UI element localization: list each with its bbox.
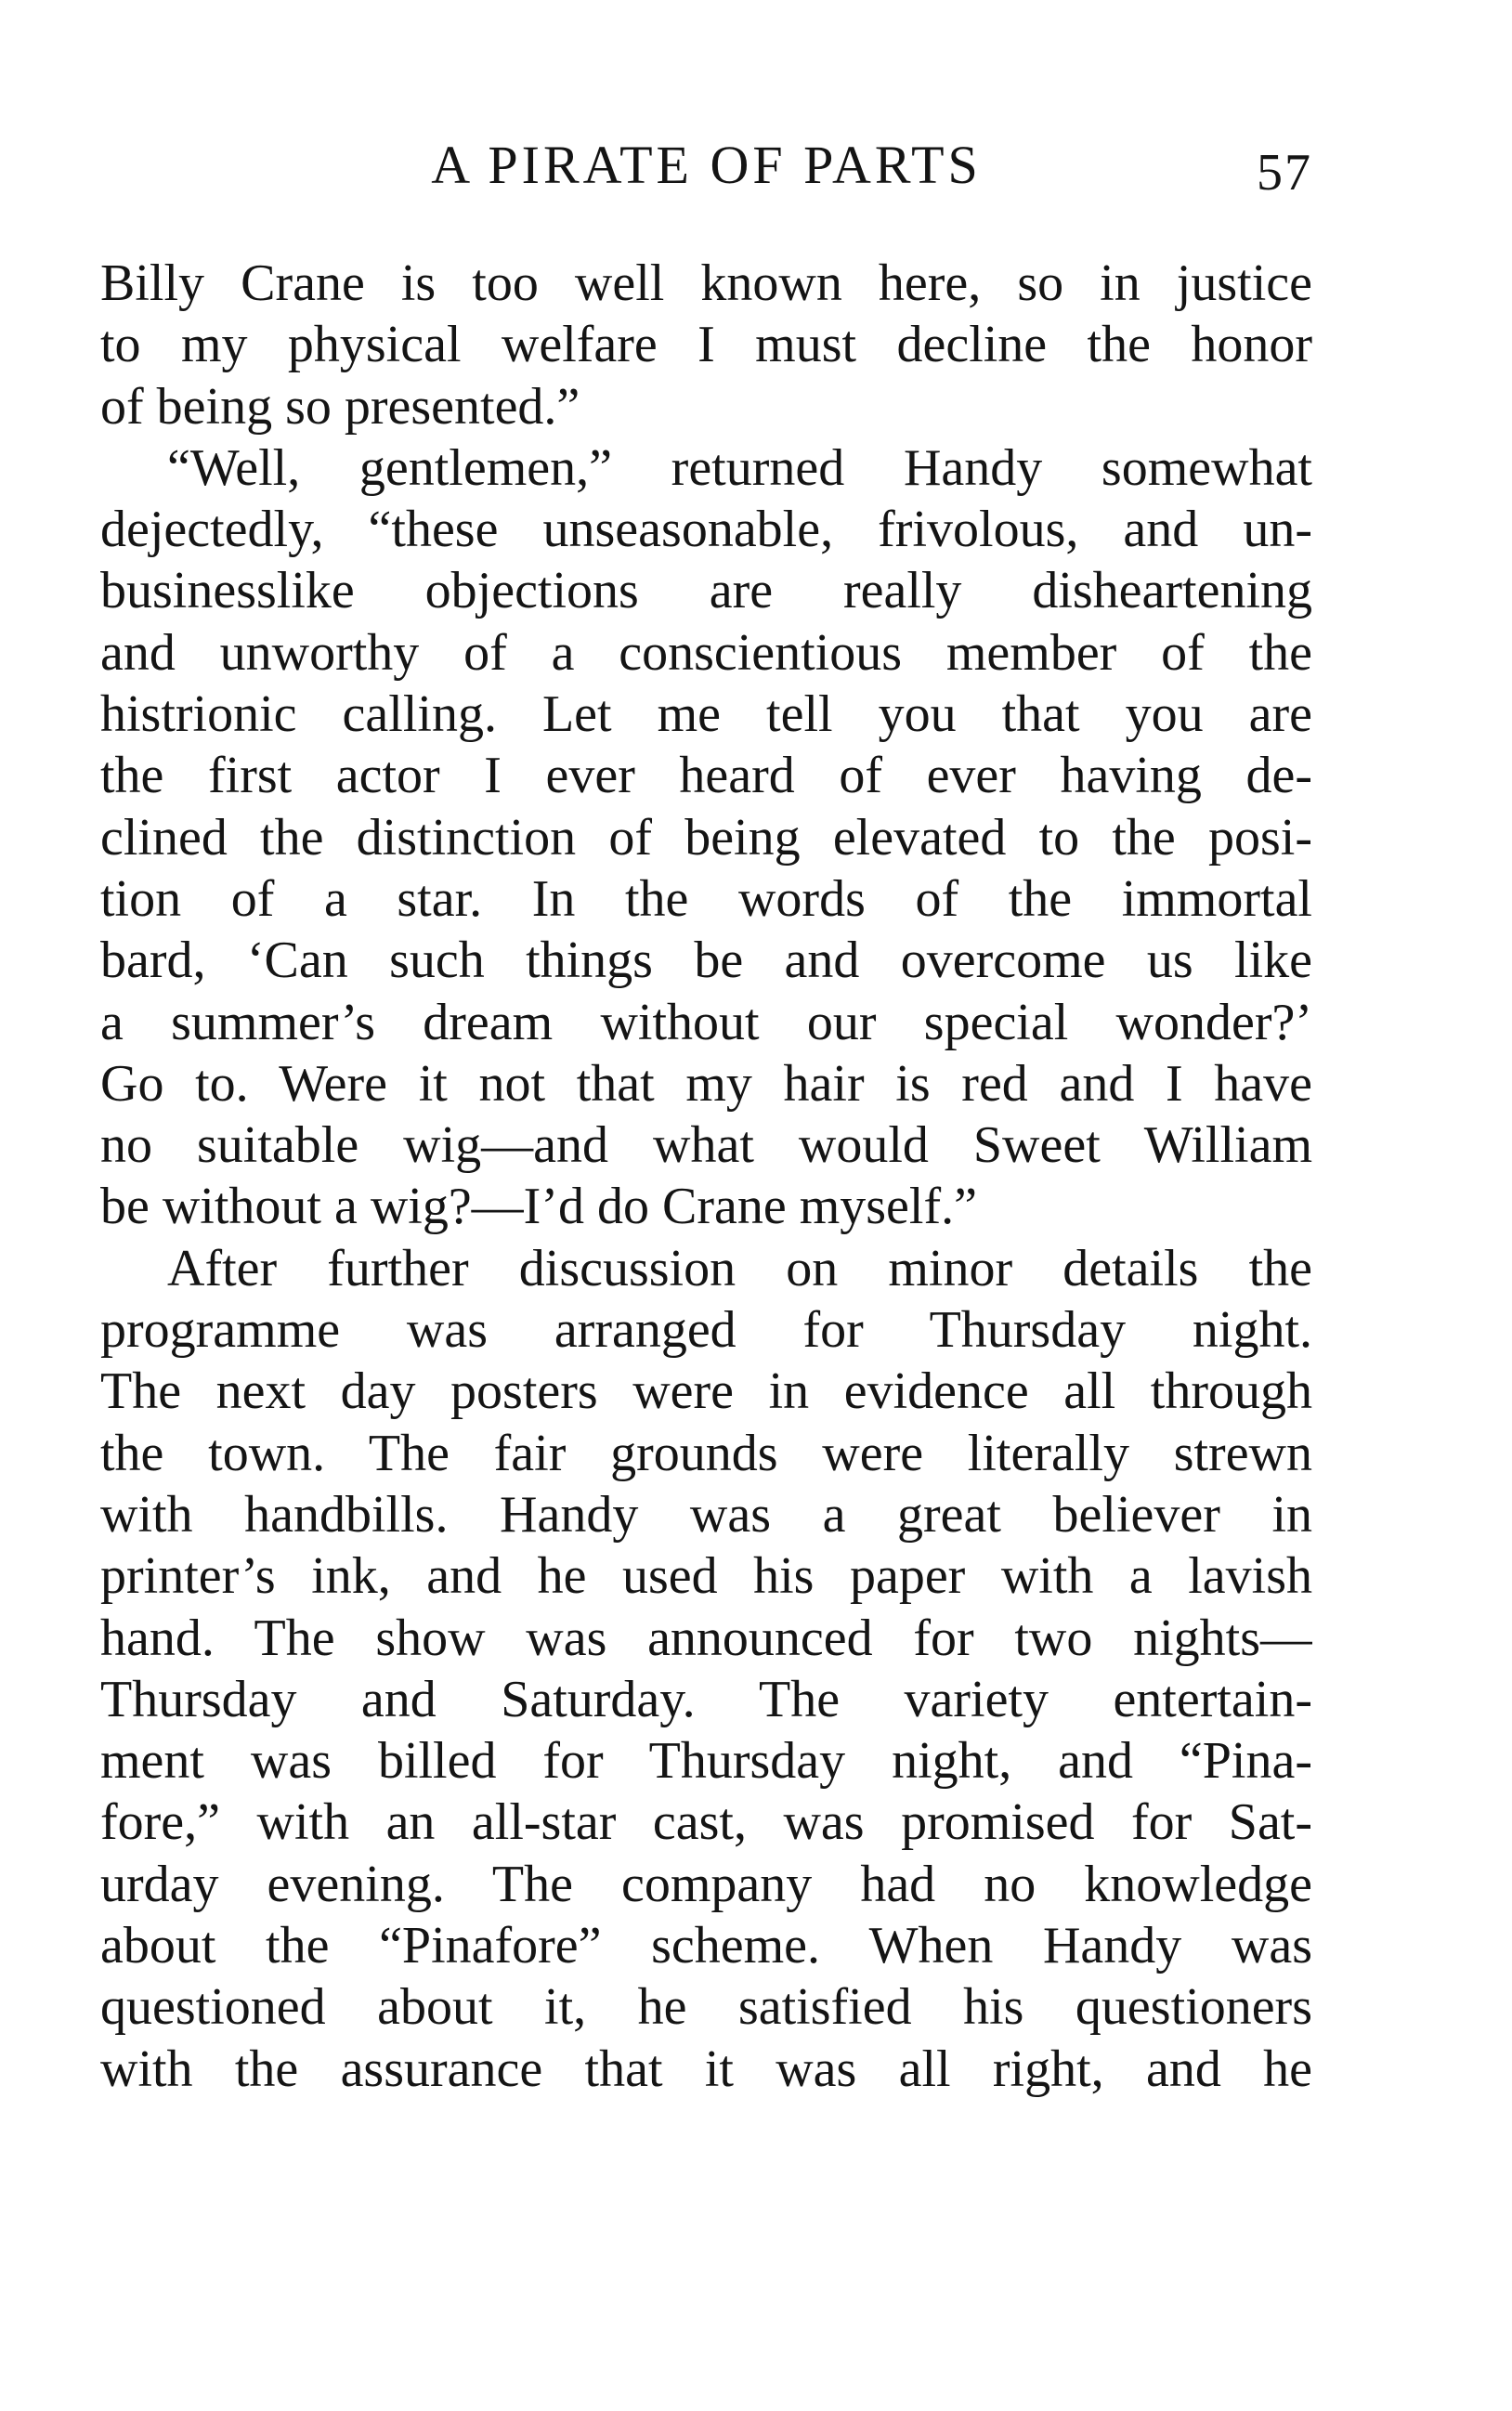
text-line: “Well, gentlemen,” returned Handy somewhat xyxy=(167,438,1312,497)
text-line: dejectedly, “these unseasonable, frivolous, and un- xyxy=(100,501,1312,559)
text-line: a summer’s dream without our special wonder?’ xyxy=(100,993,1312,1051)
text-line: clined the distinction of being elevated to the posi- xyxy=(100,808,1312,867)
text-line: with the assurance that it was all right, and he xyxy=(100,2040,1312,2098)
text-line: bard, ‘Can such things be and overcome us like xyxy=(100,932,1312,990)
text-line: be without a wig?—I’d do Crane myself.” xyxy=(100,1178,977,1236)
text-line: urday evening. The company had no knowledge xyxy=(100,1855,1312,1913)
text-line: After further discussion on minor details the xyxy=(167,1239,1312,1297)
body-text xyxy=(100,253,1312,2100)
text-line: of being so presented.” xyxy=(100,377,580,436)
text-line: businesslike objections are really disheartening xyxy=(100,562,1312,620)
text-line: Thursday and Saturday. The variety entertain- xyxy=(100,1670,1312,1728)
running-head xyxy=(100,128,1312,202)
text-line: ment was billed for Thursday night, and “Pina- xyxy=(100,1732,1312,1791)
text-line: to my physical welfare I must decline the honor xyxy=(100,316,1312,374)
text-line: Go to. Were it not that my hair is red and I have xyxy=(100,1054,1312,1113)
text-line: the town. The fair grounds were literally strewn xyxy=(100,1424,1312,1482)
text-line: questioned about it, he satisfied his questioners xyxy=(100,1978,1312,2037)
text-line: and unworthy of a conscientious member of the xyxy=(100,623,1312,682)
text-line: about the “Pinafore” scheme. When Handy was xyxy=(100,1917,1312,1975)
text-line: the first actor I ever heard of ever having de- xyxy=(100,747,1312,805)
running-title: A PIRATE OF PARTS xyxy=(431,135,982,195)
text-line: hand. The show was announced for two nights— xyxy=(100,1609,1312,1667)
page-number: 57 xyxy=(1257,144,1312,202)
text-line: Billy Crane is too well known here, so in justice xyxy=(100,254,1312,312)
text-line: histrionic calling. Let me tell you that you are xyxy=(100,685,1312,744)
text-line: The next day posters were in evidence all through xyxy=(100,1362,1312,1421)
text-line: tion of a star. In the words of the immortal xyxy=(100,869,1312,928)
text-line: programme was arranged for Thursday night. xyxy=(100,1301,1312,1360)
text-line: fore,” with an all-star cast, was promised for Sat- xyxy=(100,1793,1312,1852)
text-line: no suitable wig—and what would Sweet William xyxy=(100,1116,1312,1175)
text-line: printer’s ink, and he used his paper with a lavish xyxy=(100,1547,1312,1606)
text-line: with handbills. Handy was a great believer in xyxy=(100,1485,1312,1544)
